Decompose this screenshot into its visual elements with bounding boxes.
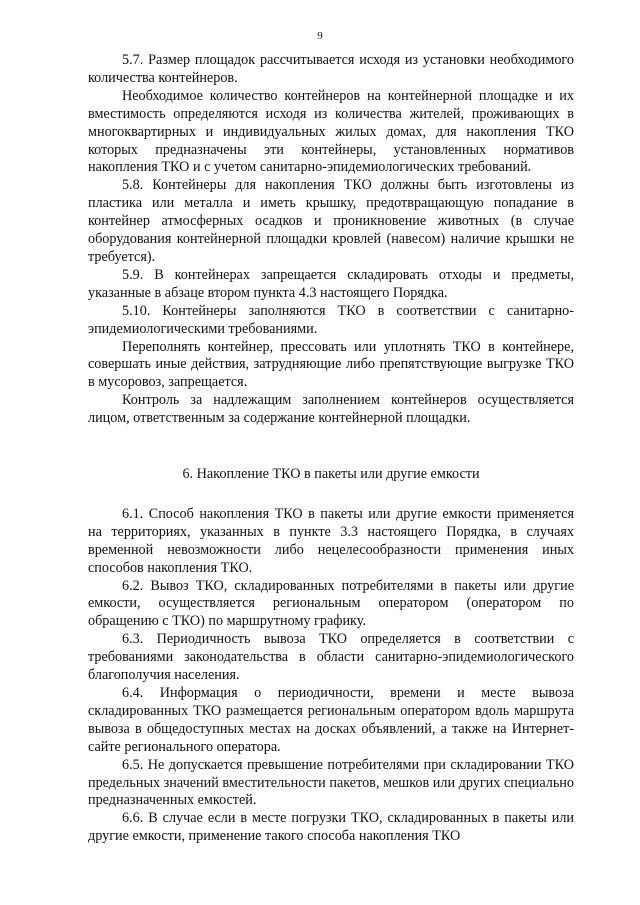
paragraph-5-9: 5.9. В контейнерах запрещается складировать отходы и предметы, указанные в абзаце втором пункта 4.3 настоящего Порядка. (88, 266, 574, 301)
paragraph-5-10: 5.10. Контейнеры заполняются ТКО в соответствии с санитарно-эпидемиологическими требованиями. (88, 302, 574, 337)
page-number: 9 (317, 30, 323, 42)
document-body (88, 52, 574, 846)
paragraph-6-2: 6.2. Вывоз ТКО, складированных потребителями в пакеты или другие емкости, осуществляется региональным оператором (оператором по обращению с ТКО) по маршрутному графику. (88, 577, 574, 630)
paragraph-6-1: 6.1. Способ накопления ТКО в пакеты или другие емкости применяется на территориях, указанных в пункте 3.3 настоящего Порядка, в случаях временной невозможности либо нецелесообразности применения иных способов накопления ТКО. (88, 505, 574, 576)
paragraph-6-4: 6.4. Информация о периодичности, времени и месте вывоза складированных ТКО размещается региональным оператором вдоль маршрута вывоза в общедоступных местах на досках объявлений, а также на Интернет-сайте регионального оператора. (88, 685, 574, 755)
paragraph-6-6: 6.6. В случае если в месте погрузки ТКО, складированных в пакеты или другие емкости, применение такого способа накопления ТКО (88, 810, 574, 845)
paragraph-5-7: 5.7. Размер площадок рассчитывается исходя из установки необходимого количества контейнеров. (88, 52, 574, 86)
paragraph-fill-control: Контроль за надлежащим заполнением контейнеров осуществляется лицом, ответственным за содержание контейнерной площадки. (88, 392, 574, 427)
paragraph-6-5: 6.5. Не допускается превышение потребителями при складировании ТКО предельных значений вместительности пакетов, мешков или других специально предназначенных емкостей. (88, 756, 574, 809)
paragraph-5-8: 5.8. Контейнеры для накопления ТКО должны быть изготовлены из пластика или металла и иметь крышку, предотвращающую попадание в контейнер атмосферных осадков и проникновение животных (в случае оборудования контейнерной площадки кровлей (навесом) наличие крышки не требуется). (88, 177, 574, 265)
paragraph-6-3: 6.3. Периодичность вывоза ТКО определяется в соответствии с требованиями законодательства в области санитарно-эпидемиологического благополучия населения. (88, 631, 574, 684)
paragraph-overfill-ban: Переполнять контейнер, прессовать или уплотнять ТКО в контейнере, совершать иные действия, затрудняющие либо препятствующие выгрузке ТКО в мусоровоз, запрещается. (88, 338, 574, 391)
paragraph-container-count: Необходимое количество контейнеров на контейнерной площадке и их вместимость определяются исходя из количества жителей, проживающих в многоквартирных и индивидуальных жилых домах, для накопления ТКО которых предназначены эти контейнеры, установленных нормативов накопления ТКО и с учетом санитарно-эпидемиологических требований. (88, 87, 574, 176)
section-title: 6. Накопление ТКО в пакеты или другие емкости (182, 466, 480, 483)
